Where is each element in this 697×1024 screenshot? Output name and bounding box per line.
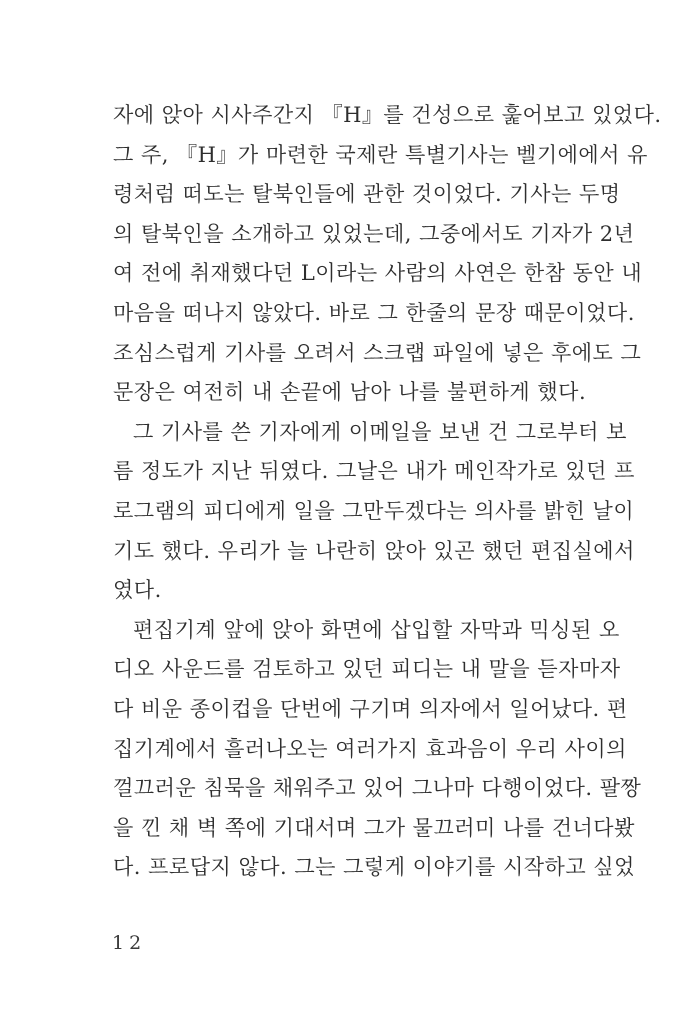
text-line: 다. 프로답지 않다. 그는 그렇게 이야기를 시작하고 싶었 [113, 855, 635, 880]
text-line: 름 정도가 지난 뒤였다. 그날은 내가 메인작가로 있던 프 [113, 459, 635, 484]
text-line-paragraph-start: 편집기계 앞에 앉아 화면에 삽입할 자막과 믹싱된 오 [133, 617, 620, 642]
text-line: 기도 했다. 우리가 늘 나란히 앉아 있곤 했던 편집실에서 [113, 538, 635, 563]
page-number: 12 [112, 932, 147, 954]
text-line: 의 탈북인을 소개하고 있었는데, 그중에서도 기자가 2년 [113, 221, 635, 246]
text-line: 마음을 떠나지 않았다. 바로 그 한줄의 문장 때문이었다. [113, 300, 635, 325]
text-line: 집기계에서 흘러나오는 여러가지 효과음이 우리 사이의 [113, 736, 627, 761]
text-line: 디오 사운드를 검토하고 있던 피디는 내 말을 듣자마자 [113, 657, 621, 682]
text-line: 을 낀 채 벽 쪽에 기대서며 그가 물끄러미 나를 건너다봤 [113, 815, 635, 840]
text-line: 그 주, 『H』가 마련한 국제란 특별기사는 벨기에에서 유 [113, 142, 648, 167]
text-line: 조심스럽게 기사를 오려서 스크랩 파일에 넣은 후에도 그 [113, 340, 642, 365]
text-line-paragraph-end: 문장은 여전히 내 손끝에 남아 나를 불편하게 했다. [113, 380, 587, 405]
text-line: 다 비운 종이컵을 단번에 구기며 의자에서 일어났다. 편 [113, 696, 628, 721]
body-text [113, 96, 662, 888]
text-line: 령처럼 떠도는 탈북인들에 관한 것이었다. 기사는 두명 [113, 182, 621, 207]
text-line: 자에 앉아 시사주간지 『H』를 건성으로 훑어보고 있었다. [113, 103, 662, 127]
text-line: 로그램의 피디에게 일을 그만두겠다는 의사를 밝힌 날이 [113, 498, 635, 523]
text-line: 여 전에 취재했다던 L이라는 사람의 사연은 한참 동안 내 [113, 261, 643, 286]
text-line-paragraph-end: 였다. [113, 578, 162, 603]
text-line: 껄끄러운 침묵을 채워주고 있어 그나마 다행이었다. 팔짱 [113, 776, 642, 801]
text-line-paragraph-start: 그 기사를 쓴 기자에게 이메일을 보낸 건 그로부터 보 [133, 419, 627, 444]
